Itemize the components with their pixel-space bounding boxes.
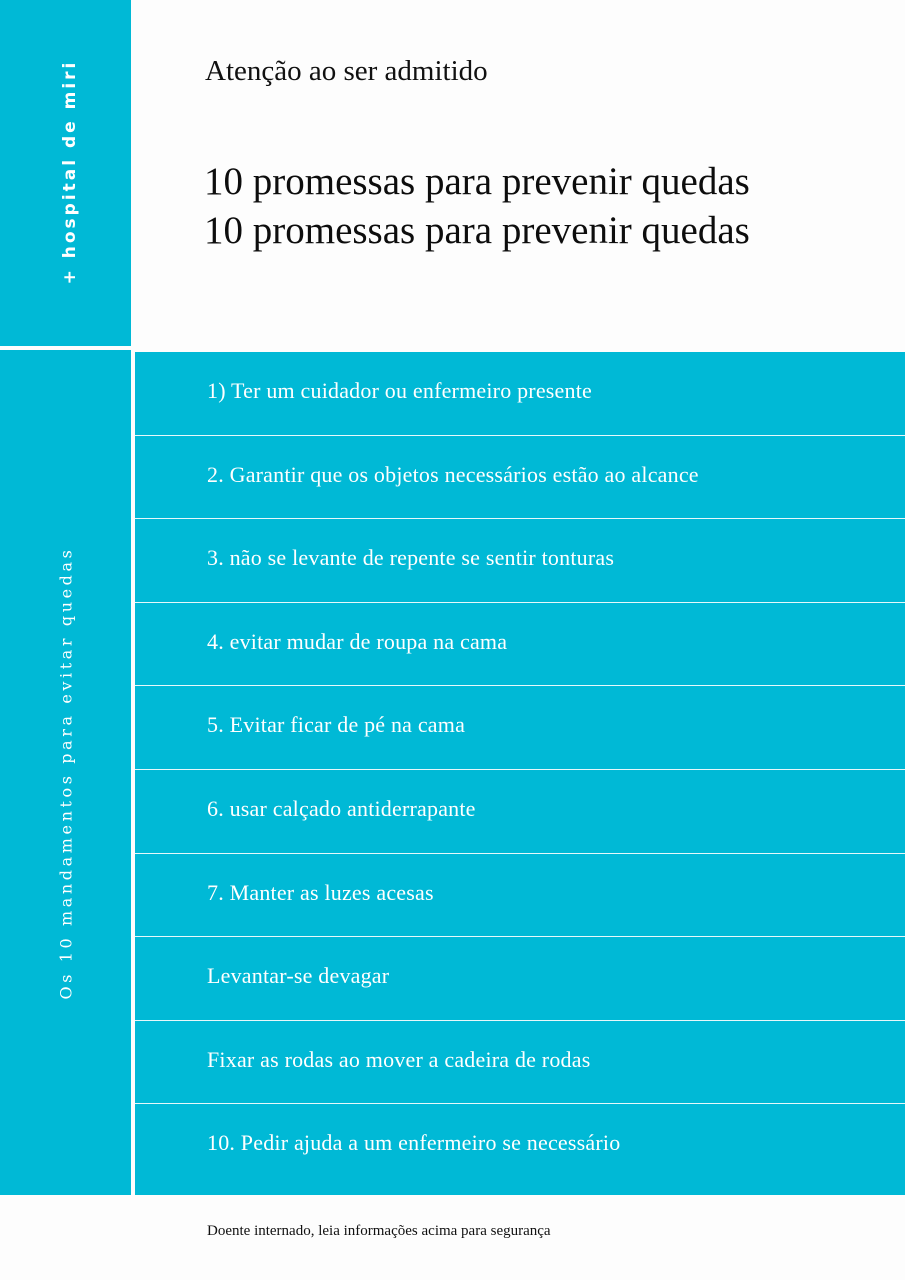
list-item [135, 352, 905, 436]
list-item [135, 854, 905, 938]
promises-list [135, 352, 905, 1195]
brand-panel [0, 0, 131, 346]
list-item [135, 770, 905, 854]
list-item [135, 686, 905, 770]
page-subtitle: Atenção ao ser admitido [205, 55, 488, 87]
list-item [135, 519, 905, 603]
list-item-text: 1) Ter um cuidador ou enfermeiro presente [207, 378, 592, 403]
list-item-text: Levantar-se devagar [207, 963, 390, 989]
list-item-text: 5. Evitar ficar de pé na cama [207, 712, 466, 738]
list-item [135, 603, 905, 687]
footer-note: Doente internado, leia informações acima para segurança [207, 1223, 551, 1239]
list-item-text: 4. evitar mudar de roupa na cama [207, 628, 508, 654]
list-item-text: 7. Manter as luzes acesas [207, 879, 434, 905]
page-title-line-2: 10 promessas para prevenir quedas [204, 209, 750, 252]
list-item-text: 2. Garantir que os objetos necessários estão ao alcance [207, 461, 699, 487]
side-caption: Os 10 mandamentos para evitar quedas [56, 546, 76, 1000]
list-item-text: Fixar as rodas ao mover a cadeira de rodas [207, 1046, 591, 1072]
page-title-line-1: 10 promessas para prevenir quedas [204, 160, 750, 203]
list-item-text: 6. usar calçado antiderrapante [207, 795, 476, 821]
list-item-text: 3. não se levante de repente se sentir tonturas [207, 545, 615, 571]
side-caption-panel [0, 350, 131, 1195]
list-item [135, 937, 905, 1021]
list-item [135, 436, 905, 520]
list-item [135, 1021, 905, 1105]
list-item-text: 10. Pedir ajuda a um enfermeiro se necessário [207, 1130, 621, 1156]
hospital-logo-text: + hospital de miri [60, 59, 80, 285]
list-item [135, 1104, 905, 1193]
